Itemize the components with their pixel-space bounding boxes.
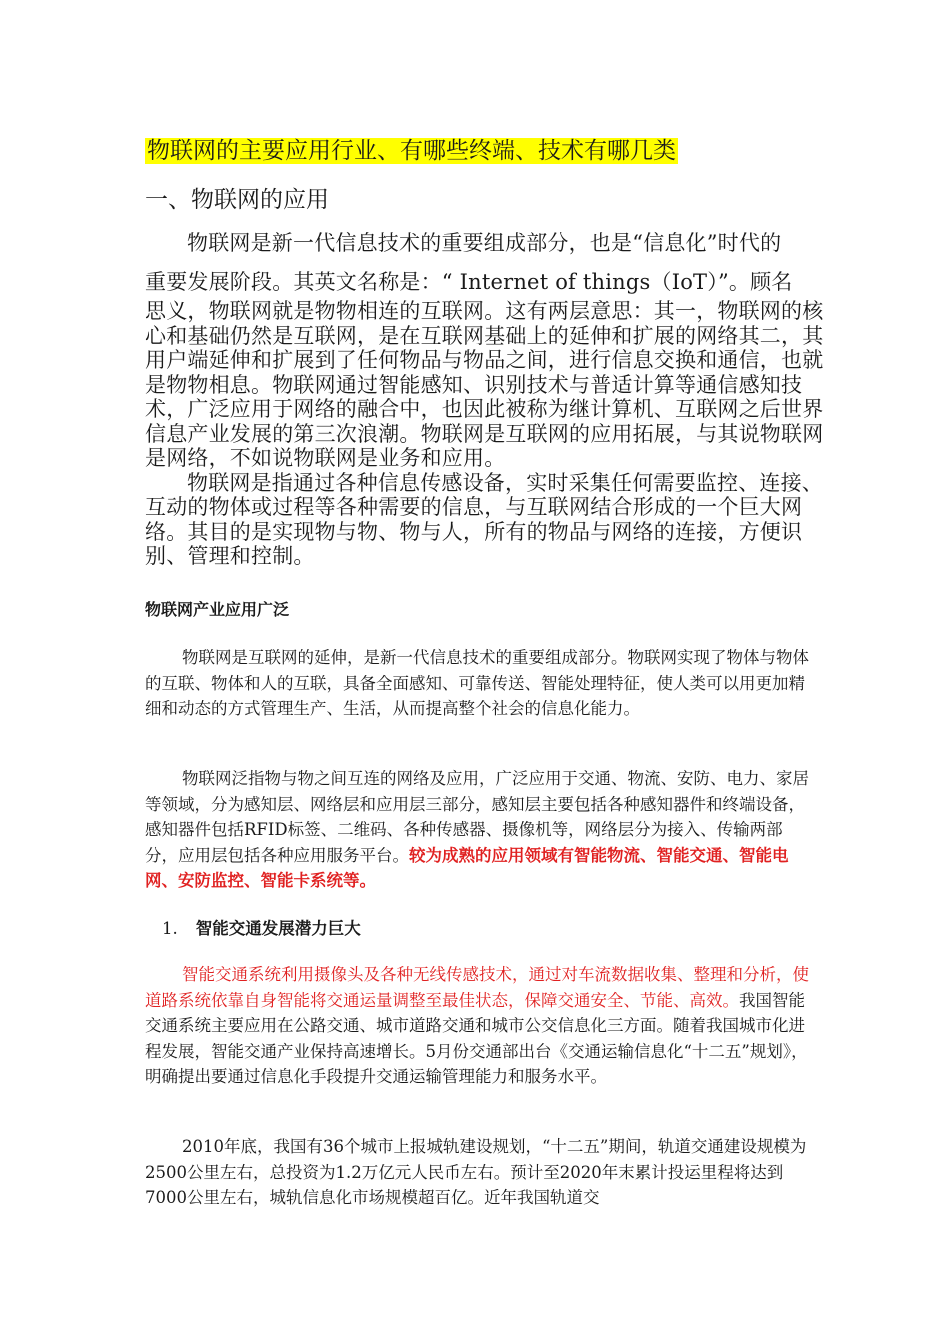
industry-paragraph-2 — [145, 766, 810, 894]
industry-paragraph-1-text: 物联网是互联网的延伸，是新一代信息技术的重要组成部分。物联网实现了物体与物体的互联、物体和人的互联，具备全面感知、可靠传送、智能处理特征，使人类可以用更加精细和动态的方式管理生产、生活，从而提高整个社会的信息化能力。 — [145, 648, 809, 718]
smart-traffic-paragraph-1 — [145, 962, 810, 1090]
intro-paragraph-first-lines — [145, 224, 825, 302]
smart-traffic-red-text: 智能交通系统利用摄像头及各种无线传感技术，通过对车流数据收集、整理和分析，使道路系统依靠自身智能将交通运量调整至最佳状态，保障交通安全、节能、高效。 — [145, 965, 809, 1010]
industry-paragraph-2-text: 物联网泛指物与物之间互连的网络及应用，广泛应用于交通、物流、安防、电力、家居等领域，分为感知层、网络层和应用层三部分，感知层主要包括各种感知器件和终端设备，感知器件包括RFID标签、二维码、各种传感器、摄像机等，网络层分为接入、传输两部分，应用层包括各种应用服务平台。 — [145, 769, 809, 865]
document-title — [145, 136, 678, 166]
intro-paragraph-body — [145, 299, 825, 569]
intro-paragraph-rest: 思义，物联网就是物物相连的互联网。这有两层意思：其一，物联网的核心和基础仍然是互联网，是在互联网基础上的延伸和扩展的网络其二，其用户端延伸和扩展到了任何物品与物品之间，进行信息交换和通信，也就是物物相息。物联网通过智能感知、识别技术与普适计算等通信感知技术，广泛应用于网络的融合中，也因此被称为继计算机、互联网之后世界信息产业发展的第三次浪潮。物联网是互联网的应用拓展，与其说物联网是网络，不如说物联网是业务和应用。 — [145, 299, 824, 470]
smart-traffic-paragraph-2 — [145, 1134, 810, 1211]
section-heading-industry: 物联网产业应用广泛 — [145, 600, 290, 619]
list-item-number: 1. — [162, 919, 178, 938]
section-heading-applications: 一、物联网的应用 — [145, 187, 329, 213]
smart-traffic-text: 我国智能交通系统主要应用在公路交通、城市道路交通和城市公交信息化三方面。随着我国城市化进程发展，智能交通产业保持高速增长。5月份交通部出台《交通运输信息化“十二五”规划》，明确提出要通过信息化手段提升交通运输管理能力和服务水平。 — [145, 990, 808, 1086]
mature-applications-highlight: 较为成熟的应用领域有智能物流、智能交通、智能电网、安防监控、智能卡系统等。 — [145, 845, 789, 890]
title-highlight: 物联网的主要应用行业、有哪些终端、技术有哪几类 — [147, 138, 676, 164]
list-item-heading-label: 智能交通发展潜力巨大 — [195, 919, 361, 938]
iot-definition-paragraph: 物联网是指通过各种信息传感设备，实时采集任何需要监控、连接、互动的物体或过程等各种需要的信息，与互联网结合形成的一个巨大网络。其目的是实现物与物、物与人，所有的物品与网络的连接，方便识别、管理和控制。 — [145, 470, 823, 568]
intro-line-2: 重要发展阶段。其英文名称是：“ Internet of things（IoT）”。顾名 — [145, 270, 793, 294]
list-item-heading — [162, 915, 361, 939]
intro-line-1: 物联网是新一代信息技术的重要组成部分，也是“信息化”时代的 — [187, 231, 782, 255]
industry-paragraph-1 — [145, 645, 810, 722]
rail-transit-text: 2010年底，我国有36个城市上报城轨建设规划，“十二五”期间，轨道交通建设规模为2500公里左右，总投资为1.2万亿元人民币左右。预计至2020年末累计投运里程将达到7000公里左右，城轨信息化市场规模超百亿。近年我国轨道交 — [145, 1137, 807, 1207]
